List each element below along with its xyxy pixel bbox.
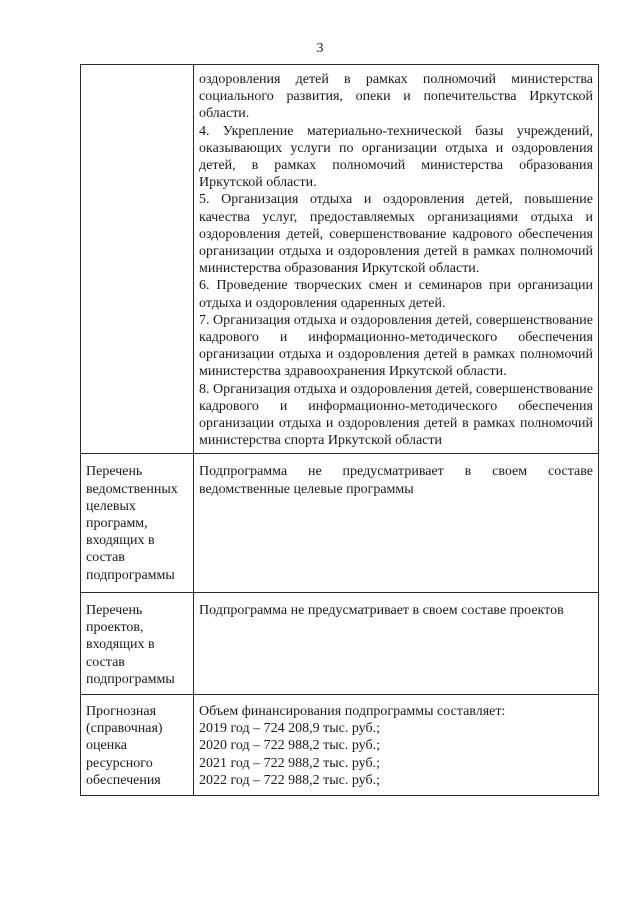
task-item-7: 7. Организация отдыха и оздоровления детей, совершенствование кадрового и информационно-методического обеспечения организации отдыха и оздоровления детей в рамках полномочий министерства здравоохранения Иркутской области.	[199, 312, 593, 380]
row-label-cell	[81, 65, 194, 454]
financing-year-2020: 2020 год – 722 988,2 тыс. руб.;	[199, 738, 380, 754]
row-label-line: Перечень	[86, 602, 143, 618]
task-text-continuation: оздоровления детей в рамках полномочий министерства социального развития, опеки и попечительства Иркутской области.	[199, 72, 593, 122]
row-label-line: входящих в	[86, 637, 155, 653]
departmental-programs-text: Подпрограмма не предусматривает в своем составе ведомственные целевые программы	[199, 464, 593, 497]
row-label-line: целевых	[86, 498, 136, 514]
row-label-line: проектов,	[86, 620, 144, 636]
table-row-projects	[81, 592, 599, 694]
row-label-cell	[81, 592, 194, 694]
row-label-line: состав	[86, 654, 125, 670]
row-label-line: Перечень	[86, 464, 143, 480]
financing-year-2022: 2022 год – 722 988,2 тыс. руб.;	[199, 772, 380, 788]
row-label-line: входящих в	[86, 533, 155, 549]
task-item-4: 4. Укрепление материально-технической базы учреждений, оказывающих услуги по организации отдыха и оздоровления детей, в рамках полномочий министерства образования Иркутской области.	[199, 123, 593, 191]
row-label-line: Прогнозная	[86, 703, 157, 719]
table-row-tasks-continuation	[81, 65, 599, 454]
row-label-line: обеспечения	[86, 772, 161, 788]
row-label-line: программ,	[86, 516, 148, 532]
row-content-cell	[194, 65, 599, 454]
table-row-departmental-programs	[81, 454, 599, 592]
task-item-8: 8. Организация отдыха и оздоровления детей, совершенствование кадрового и информационно-методического обеспечения организации отдыха и оздоровления детей в рамках полномочий министерства спорта Иркутской области	[199, 381, 593, 449]
row-content-cell	[194, 592, 599, 694]
row-label-line: подпрограммы	[86, 567, 175, 583]
row-label-line: (справочная)	[86, 721, 163, 737]
task-item-5: 5. Организация отдыха и оздоровления детей, повышение качества услуг, предоставляемых организациями отдыха и оздоровления детей, совершенствование кадрового обеспечения организации отдыха и оздоровления детей в рамках полномочий министерства образования Иркутской области.	[199, 192, 593, 277]
row-content-cell	[194, 454, 599, 592]
row-label-line: подпрограммы	[86, 671, 175, 687]
row-label-cell	[81, 694, 194, 795]
row-label-line: ресурсного	[86, 755, 153, 771]
financing-year-2021: 2021 год – 722 988,2 тыс. руб.;	[199, 755, 380, 771]
financing-intro: Объем финансирования подпрограммы составляет:	[199, 703, 506, 719]
financing-year-2019: 2019 год – 724 208,9 тыс. руб.;	[199, 721, 380, 737]
row-label-line: оценка	[86, 738, 128, 754]
passport-table	[80, 64, 599, 796]
row-label-cell	[81, 454, 194, 592]
row-content-cell	[194, 694, 599, 795]
task-item-6: 6. Проведение творческих смен и семинаров при организации отдыха и оздоровления одаренных детей.	[199, 278, 593, 311]
row-label-line: ведомственных	[86, 481, 178, 497]
projects-text: Подпрограмма не предусматривает в своем составе проектов	[199, 602, 564, 618]
row-label-line: состав	[86, 550, 125, 566]
page-number: 3	[316, 41, 324, 56]
table-row-financing	[81, 694, 599, 795]
